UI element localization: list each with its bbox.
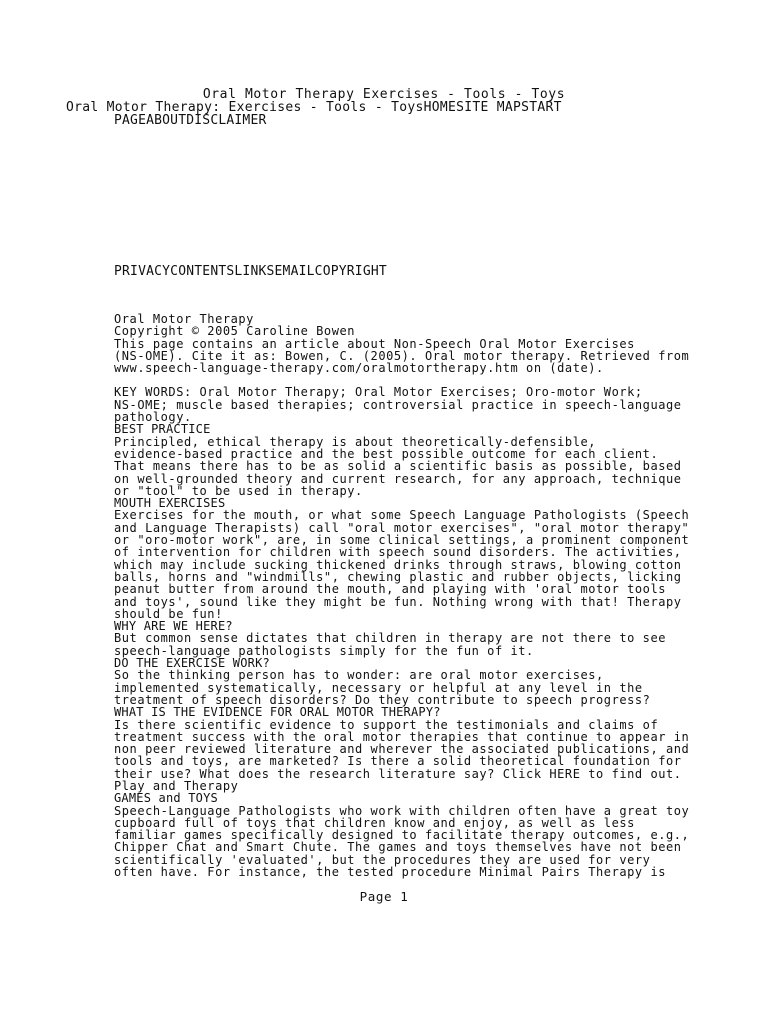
- site-navigation-line-2: PAGEABOUTDISCLAIMER: [114, 113, 267, 128]
- best-practice-body: Principled, ethical therapy is about theoretically-defensible, evidence-based practice and the best possible outcome for each client. That means there has to be as solid a scientific basis as possible, based on well-grounded theory and current research, for any approach, technique or "tool" to be used in therapy.: [114, 434, 682, 498]
- exercise-work-heading: DO THE EXERCISE WORK?: [114, 656, 270, 671]
- keywords: KEY WORDS: Oral Motor Therapy; Oral Motor Exercises; Oro-motor Work; NS-OME; muscle based therapies; controversial practice in speech-language pathology.: [114, 385, 682, 425]
- article-title: Oral Motor Therapy: [114, 312, 254, 326]
- why-are-we-here-body: But common sense dictates that children in therapy are not there to see speech-language pathologists simply for the fun of it.: [114, 631, 666, 658]
- document-title: Oral Motor Therapy Exercises - Tools - Toys: [202, 87, 566, 102]
- mouth-exercises-heading: MOUTH EXERCISES: [114, 496, 226, 511]
- games-toys-body: Speech-Language Pathologists who work with children often have a great toy cupboard full of toys that children know and enjoy, as well as less familiar games specifically designed to facilitate therapy outcomes, e.g., Chipper Chat and Smart Chute. The games and toys themselves have not been scientifically 'evaluated', but the procedures they are used for very often have. For instance, the tested procedure Minimal Pairs Therapy is: [114, 803, 690, 880]
- mouth-exercises-body: Exercises for the mouth, or what some Speech Language Pathologists (Speech and Language Therapists) call "oral motor exercises", "oral motor therapy" or "oro-motor work", are, in some clinical settings, a prominent component of intervention for children with speech sound disorders. The activities, which may include sucking thickened drinks through straws, blowing cotton balls, horns and "windmills", chewing plastic and rubber objects, licking peanut butter from around the mouth, and playing with 'oral motor tools and toys', sound like they might be fun. Nothing wrong with that! Therapy should be fun!: [114, 508, 690, 621]
- page-number: Page 1: [359, 889, 409, 904]
- best-practice-heading: BEST PRACTICE: [114, 422, 211, 437]
- exercise-work-body: So the thinking person has to wonder: are oral motor exercises, implemented systematically, necessary or helpful at any level in the treatment of speech disorders? Do they contribute to speech progress?: [114, 668, 651, 707]
- why-are-we-here-heading: WHY ARE WE HERE?: [114, 619, 233, 634]
- evidence-body: Is there scientific evidence to support the testimonials and claims of treatment success with the oral motor therapies that continue to appear in non peer reviewed literature and wherever the associated publications, and tools and toys, are marketed? Is there a solid theoretical foundation for their use? What does the research literature say? Click HERE to find out. Play and Therapy: [114, 717, 690, 793]
- site-navigation-line-3: PRIVACYCONTENTSLINKSEMAILCOPYRIGHT: [114, 264, 387, 279]
- article-introduction: This page contains an article about Non-Speech Oral Motor Exercises (NS-OME). Cite it as: Bowen, C. (2005). Oral motor therapy. Retrieved from www.speech-language-therapy.com/oralmotortherapy.htm on (date).: [114, 336, 690, 376]
- copyright-notice: Copyright © 2005 Caroline Bowen: [114, 324, 356, 339]
- site-navigation-line-1: Oral Motor Therapy: Exercises - Tools - ToysHOMESITE MAPSTART: [66, 100, 562, 115]
- article-content: [114, 313, 694, 878]
- games-toys-heading: GAMES and TOYS: [114, 791, 218, 806]
- evidence-heading: WHAT IS THE EVIDENCE FOR ORAL MOTOR THERAPY?: [114, 705, 441, 720]
